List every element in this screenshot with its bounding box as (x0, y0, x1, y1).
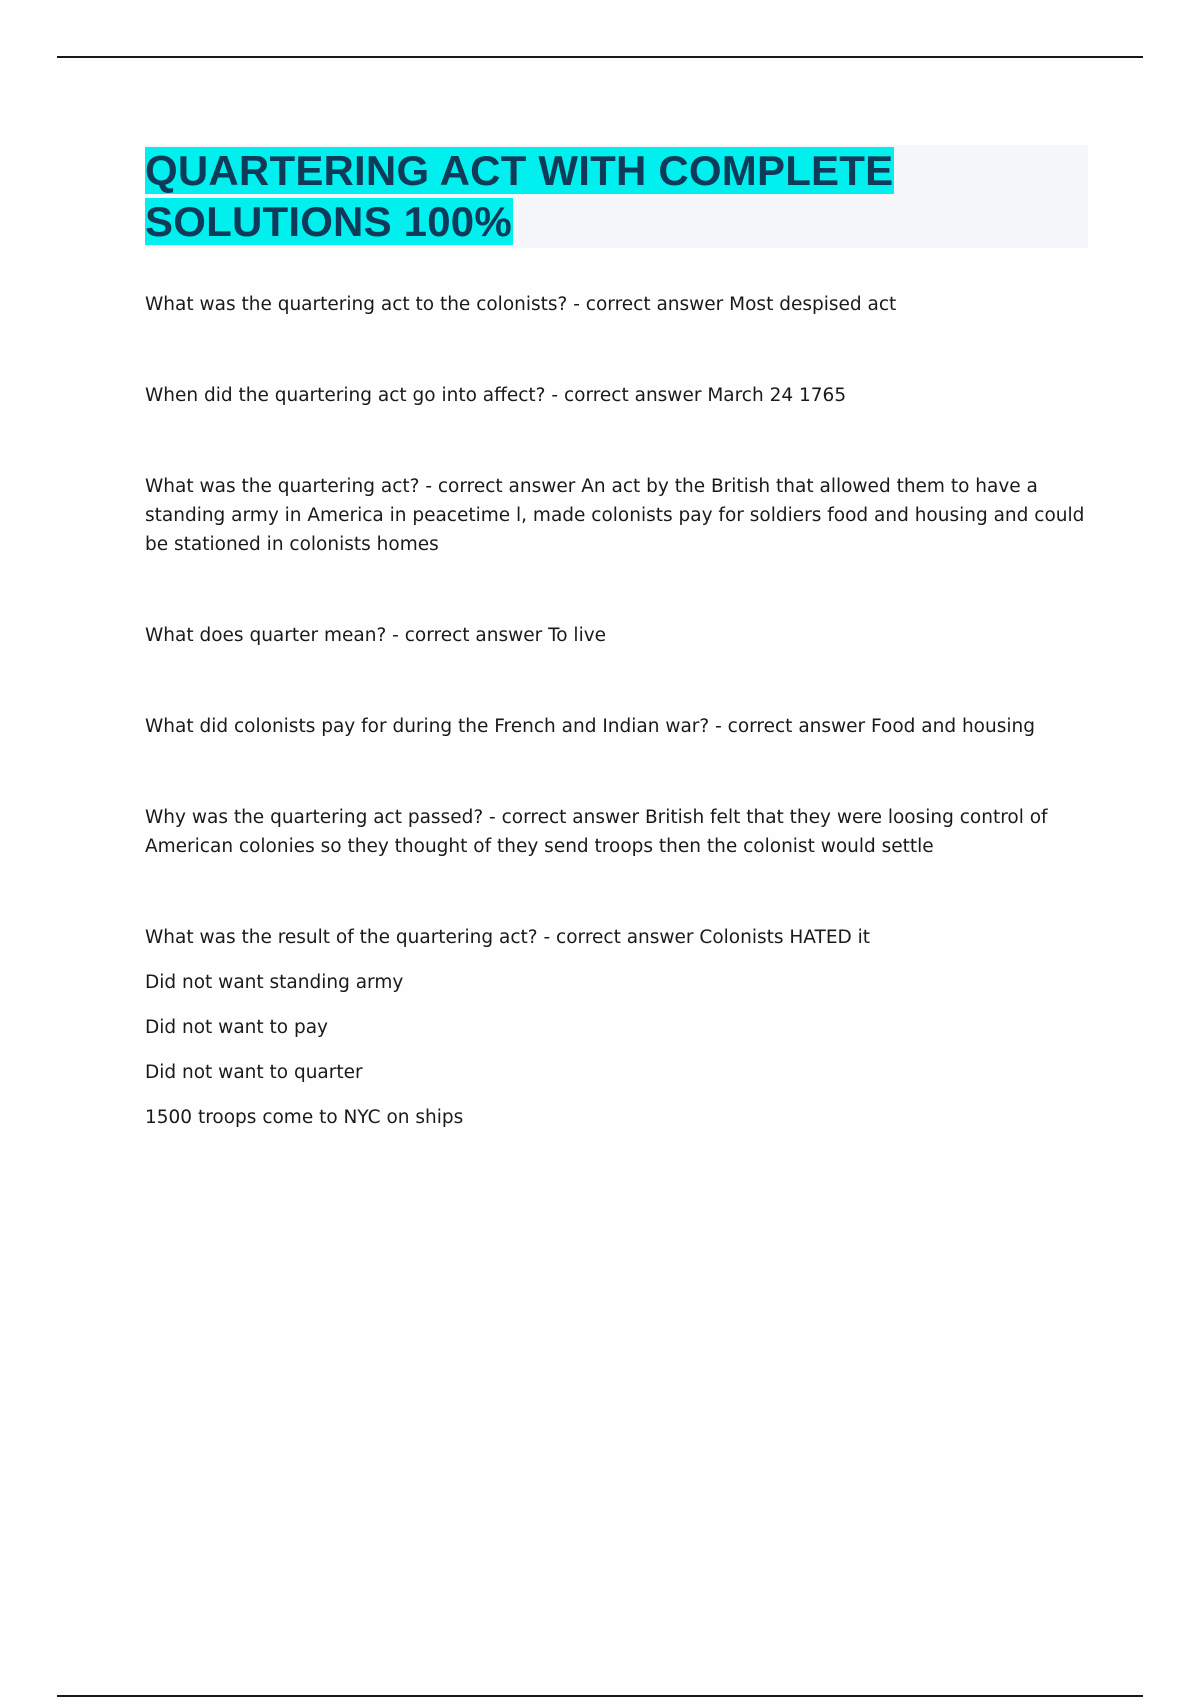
qa-item (145, 712, 1088, 741)
question-text: Why was the quartering act passed? (145, 807, 484, 828)
result-detail-line: Did not want standing army (145, 972, 404, 993)
answer-separator: - correct answer (567, 294, 730, 315)
question-text: What does quarter mean? (145, 625, 387, 646)
answer-text: Most despised act (729, 294, 897, 315)
result-detail-line: 1500 troops come to NYC on ships (145, 1107, 464, 1128)
answer-separator: - correct answer (709, 716, 872, 737)
answer-text: An act by the British that allowed them to have a standing army in America in peacetime l, made colonists pay for soldiers food and housing and could be stationed in colonists homes (145, 476, 1085, 555)
header-rule (57, 56, 1143, 58)
answer-text: Colonists HATED it (699, 927, 871, 948)
answer-text: To live (548, 625, 607, 646)
answer-separator: - correct answer (537, 927, 700, 948)
qa-item (145, 381, 1088, 410)
answer-separator: - correct answer (483, 807, 645, 828)
title-line-1: QUARTERING ACT WITH COMPLETE (145, 147, 894, 194)
answer-separator: - correct answer (419, 476, 582, 497)
qa-item (145, 621, 1088, 650)
answer-separator: - correct answer (545, 385, 708, 406)
question-text: What was the quartering act to the colonists? (145, 294, 568, 315)
answer-text: March 24 1765 (707, 385, 847, 406)
question-text: When did the quartering act go into affect? (145, 385, 546, 406)
answer-text: Food and housing (871, 716, 1035, 737)
qa-item (145, 472, 1088, 559)
footer-rule (57, 1695, 1143, 1697)
qa-item (145, 290, 1088, 319)
question-text: What did colonists pay for during the French and Indian war? (145, 716, 710, 737)
qa-item (145, 923, 1088, 952)
document-title (145, 145, 1088, 247)
document-body (145, 145, 1088, 1132)
question-text: What was the result of the quartering act? (145, 927, 538, 948)
result-detail-line: Did not want to quarter (145, 1062, 363, 1083)
title-line-2: SOLUTIONS 100% (145, 198, 512, 245)
question-text: What was the quartering act? (145, 476, 420, 497)
answer-text: British felt that they were loosing control of American colonies so they thought of they send troops then the colonist would settle (145, 807, 1048, 857)
answer-separator: - correct answer (386, 625, 549, 646)
title-block (145, 145, 1088, 248)
result-detail-line: Did not want to pay (145, 1017, 328, 1038)
qa-item (145, 803, 1088, 861)
